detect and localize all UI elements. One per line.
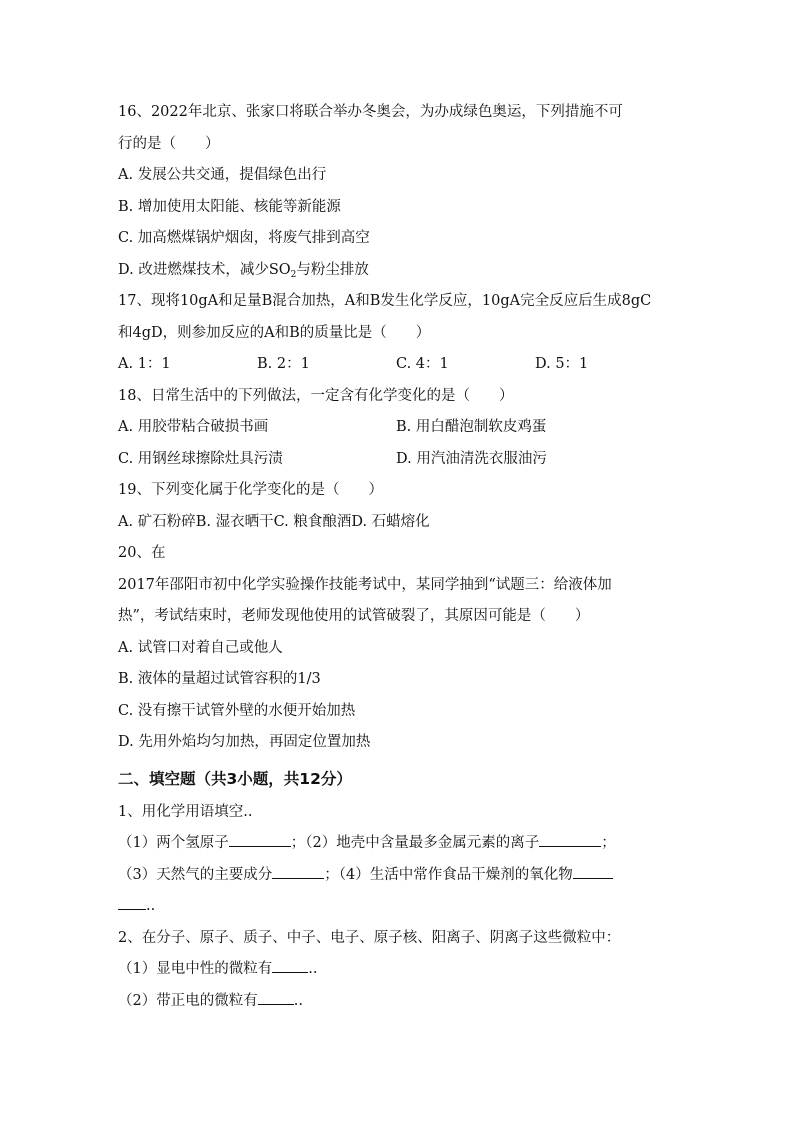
question-16-option-a: A. 发展公共交通，提倡绿色出行: [118, 167, 327, 183]
fill-1-part1-label: （1）两个氢原子: [118, 835, 229, 851]
fill-1-part2-end: ；: [601, 835, 616, 851]
question-18-option-b: B. 用白醋泡制软皮鸡蛋: [396, 419, 547, 435]
question-18-options-row1: [118, 412, 678, 444]
question-18-option-d: D. 用汽油清洗衣服油污: [396, 450, 547, 467]
question-20-option-a: A. 试管口对着自己或他人: [118, 639, 283, 656]
question-17-stem-line1: 17、现将10gA和足量B混合加热，A和B发生化学反应，10gA完全反应后生成8gC: [118, 293, 652, 309]
question-18-option-c: C. 用钢丝球擦除灶具污渍: [118, 450, 283, 467]
section-2-heading: 二、填空题（共3小题，共12分）: [118, 769, 352, 788]
fill-2-sub1-label: （1）显电中性的微粒有: [118, 961, 273, 977]
fill-1-part2-label: （2）地壳中含量最多金属元素的离子: [305, 835, 540, 851]
question-19: [118, 475, 678, 538]
question-20-stem-line3: 热”，考试结束时，老师发现他使用的试管破裂了，其原因可能是（ ）: [118, 608, 590, 624]
question-16-stem-line2: 行的是（ ）: [118, 135, 220, 152]
fill-2-sub2: [118, 986, 678, 1018]
question-18-stem: 18、日常生活中的下列做法，一定含有化学变化的是（ ）: [118, 387, 514, 404]
question-20-stem-line2: 2017年邵阳市初中化学实验操作技能考试中，某同学抽到“试题三：给液体加: [118, 576, 612, 593]
fill-question-2: [118, 923, 678, 1018]
fill-1-part3-label: （3）天然气的主要成分: [118, 866, 273, 883]
fill-2-blank-2[interactable]: [258, 987, 294, 1005]
question-18-option-a: A. 用胶带粘合破损书画: [118, 419, 269, 435]
fill-1-blank-4a[interactable]: [573, 861, 613, 879]
fill-1-part3-end: ；: [324, 866, 339, 883]
question-18-options-row2: [118, 444, 678, 476]
fill-2-sub2-end: ..: [293, 992, 303, 1009]
question-17-option-a: A. 1：1: [118, 356, 171, 372]
question-17-option-c: C. 4：1: [396, 356, 449, 372]
fill-1-blank-3[interactable]: [272, 861, 324, 879]
question-17-stem-line2: 和4gD，则参加反应的A和B的质量比是（ ）: [118, 324, 431, 341]
fill-1-part4-end: ..: [146, 898, 156, 914]
question-16-stem-line1: 16、2022年北京、张家口将联合举办冬奥会，为办成绿色奥运，下列措施不可: [118, 104, 623, 120]
fill-1-row3: [118, 891, 678, 923]
fill-2-stem: 2、在分子、原子、质子、中子、电子、原子核、阳离子、阴离子这些微粒中：: [118, 929, 621, 946]
fill-1-blank-1[interactable]: [229, 829, 291, 847]
question-16: [118, 97, 678, 286]
option-d-text-post: 与粉尘排放: [296, 261, 369, 278]
fill-question-1: [118, 797, 678, 923]
question-18: [118, 381, 678, 476]
question-16-option-d: [118, 255, 678, 287]
question-20-option-b: B. 液体的量超过试管容积的1/3: [118, 671, 321, 687]
fill-1-stem: 1、用化学用语填空..: [118, 803, 253, 820]
question-19-options: A. 矿石粉碎B. 湿衣晒干C. 粮食酿酒D. 石蜡熔化: [118, 513, 430, 530]
question-19-stem: 19、下列变化属于化学变化的是（ ）: [118, 482, 383, 498]
option-d-text-pre: D. 改进燃煤技术，减少SO: [118, 261, 291, 278]
fill-1-row2: [118, 860, 678, 892]
question-16-option-c: C. 加高燃煤锅炉烟囱，将废气排到高空: [118, 230, 370, 246]
fill-2-blank-1[interactable]: [272, 955, 308, 973]
fill-1-blank-2[interactable]: [539, 829, 601, 847]
fill-2-sub2-label: （2）带正电的微粒有: [118, 992, 258, 1009]
question-17-options: [118, 349, 678, 381]
question-20-option-c: C. 没有擦干试管外壁的水便开始加热: [118, 702, 356, 719]
fill-1-part4-label: （4）生活中常作食品干燥剂的氧化物: [338, 866, 573, 883]
question-20-stem-line1: 20、在: [118, 545, 166, 561]
question-17: [118, 286, 678, 381]
question-17-option-b: B. 2：1: [257, 356, 310, 372]
question-20-option-d: D. 先用外焰均匀加热，再固定位置加热: [118, 734, 371, 750]
fill-2-sub1: [118, 954, 678, 986]
fill-2-sub1-end: ..: [308, 961, 318, 977]
fill-1-blank-4b[interactable]: [118, 892, 146, 910]
fill-1-part1-end: ；: [290, 835, 306, 851]
question-17-option-d: D. 5：1: [535, 356, 589, 372]
subscript-2: 2: [290, 269, 297, 280]
exam-page: [118, 97, 678, 1017]
fill-1-row1: [118, 828, 678, 860]
question-20: [118, 538, 678, 759]
question-16-option-b: B. 增加使用太阳能、核能等新能源: [118, 198, 341, 215]
